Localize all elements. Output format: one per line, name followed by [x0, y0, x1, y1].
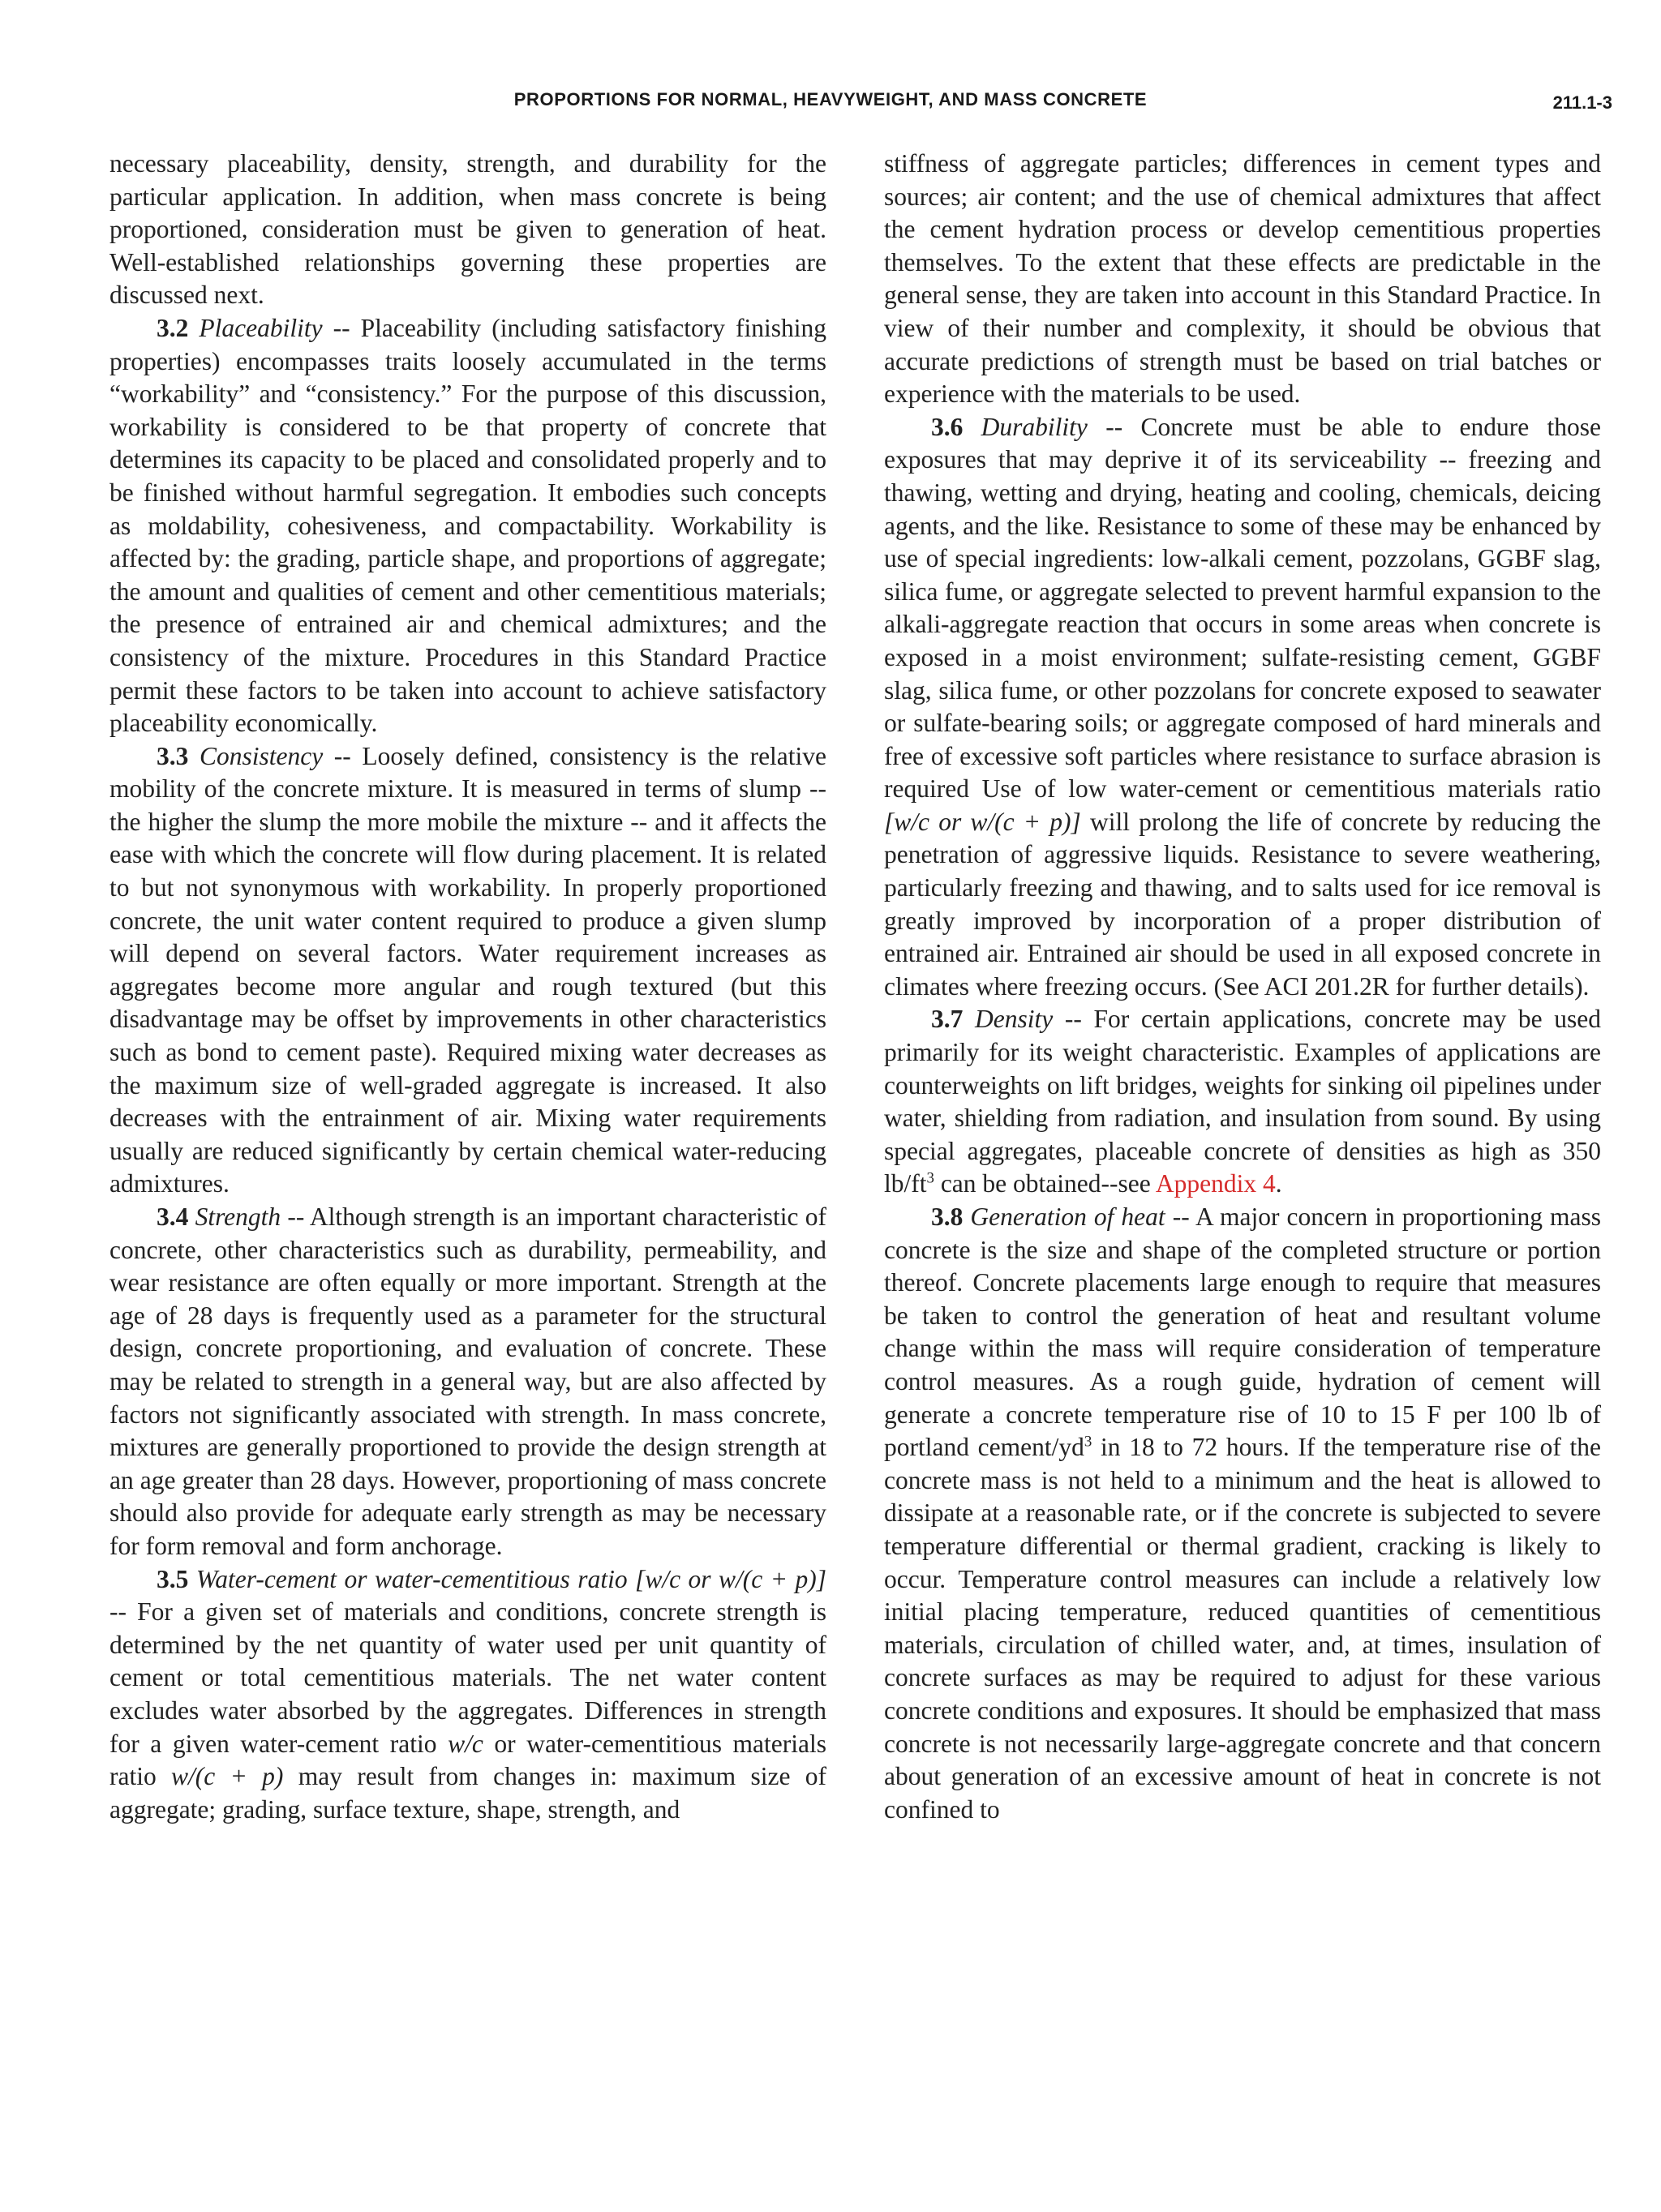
section-text: -- Concrete must be able to endure those exposures that may deprive it of its serviceability -- freezing and thawing, wetting and drying, heating and cooling, chemicals, deicing agents, and the like. Resistance to some of these may be enhanced by use of special ingredients: low-alkali cement, pozzolans, GGBF slag, silica fume, or aggregate selected to prevent harmful expansion to the alkali-aggregate reaction that occurs in some areas when concrete is exposed in a moist environment; sulfate-resisting cement, GGBF slag, silica fume, or other pozzolans for concrete exposed to seawater or sulfate-bearing soils; or aggregate composed of hard minerals and free of excessive soft particles where resistance to surface abrasion is required Use of low water-cement or cementitious materials ratio [884, 412, 1602, 804]
left-column [109, 148, 826, 1826]
section-title: Strength [195, 1202, 281, 1231]
section-3-3 [109, 740, 826, 1201]
section-number: 3.8 [931, 1202, 964, 1231]
section-number: 3.4 [157, 1202, 189, 1231]
section-3-8 [884, 1201, 1601, 1826]
superscript: 3 [1084, 1433, 1092, 1451]
page-number: 211.1-3 [1552, 92, 1612, 113]
section-text: will prolong the life of concrete by reducing the penetration of aggressive liquids. Resistance to severe weathering, particularly freezing and thawing, and to salts used for ice removal is greatly improved by incorporation of a proper distribution of entrained air. Entrained air should be used in all exposed concrete in climates where freezing occurs. (See ACI 201.2R for further details). [884, 807, 1602, 1001]
section-title: Placeability [199, 313, 323, 342]
ratio-symbol: w/(c + p) [171, 1762, 284, 1791]
section-title: Durability [981, 412, 1088, 441]
section-title: Generation of heat [970, 1202, 1165, 1231]
section-3-5 [109, 1563, 826, 1827]
section-number: 3.7 [931, 1005, 964, 1034]
section-3-2 [109, 312, 826, 740]
section-text: -- For a given set of materials and conditions, concrete strength is determined by the net quantity of water used per unit quantity of cement or total cementitious materials. The net water content excludes water absorbed by the aggregates. Differences in strength for a given water-cement ratio [109, 1597, 826, 1758]
section-text: -- Loosely defined, consistency is the relative mobility of the concrete mixture. It is measured in terms of slump -- the higher the slump the more mobile the mixture -- and it affects the ease with which the concrete will flow during placement. It is related to but not synonymous with workability. In properly proportioned concrete, the unit water content required to produce a given slump will depend on several factors. Water requirement increases as aggregates become more angular and rough textured (but this disadvantage may be offset by improvements in other characteristics such as bond to cement paste). Required mixing water decreases as the maximum size of well-graded aggregate is increased. It also decreases with the entrainment of air. Mixing water requirements usually are reduced significantly by certain chemical water-reducing admixtures. [109, 741, 827, 1198]
section-title: Density [975, 1005, 1054, 1034]
appendix-4-link[interactable]: Appendix 4 [1155, 1169, 1276, 1198]
right-column [884, 148, 1601, 1826]
section-number: 3.5 [157, 1564, 189, 1593]
section-text: can be obtained--see [940, 1169, 1151, 1198]
section-number: 3.6 [931, 412, 964, 441]
superscript: 3 [926, 1169, 934, 1187]
section-3-7 [884, 1003, 1601, 1201]
section-title: Water-cement or water-cementitious ratio [w/c or w/(c + p)] [195, 1564, 827, 1593]
section-title: Consistency [199, 741, 324, 770]
section-text: may result from changes in: maximum size of aggregate; grading, surface texture, shape, strength, and [109, 1762, 826, 1824]
continuation-paragraph: stiffness of aggregate particles; differences in cement types and sources; air content; and the use of chemical admixtures that affect the cement hydration process or develop cementitious properties themselves. To the extent that these effects are predictable in the general sense, they are taken into account in this Standard Practice. In view of their number and complexity, it should be obvious that accurate predictions of strength must be based on trial batches or experience with the materials to be used. [884, 149, 1601, 409]
section-text: -- A major concern in proportioning mass concrete is the size and shape of the completed structure or portion thereof. Concrete placements large enough to require that measures be taken to control the generation of heat and resultant volume change within the mass will require consideration of temperature control measures. As a rough guide, hydration of cement will generate a concrete temperature rise of 10 to 15 F per 100 lb of portland cement/yd [884, 1202, 1601, 1462]
section-text: -- For certain applications, concrete may be used primarily for its weight characteristic. Examples of applications are counterweights on lift bridges, weights for sinking oil pipelines under water, shielding from radiation, and insulation from sound. By using special aggregates, placeable concrete of densities as high as 350 lb/ft [884, 1005, 1602, 1198]
section-text: -- Although strength is an important characteristic of concrete, other characteristics such as durability, permeability, and wear resistance are often equally or more important. Strength at the age of 28 days is frequently used as a parameter for the structural design, concrete proportioning, and evaluation of concrete. These may be related to strength in a general way, but are also affected by factors not significantly associated with strength. In mass concrete, mixtures are generally proportioned to provide the design strength at an age greater than 28 days. However, proportioning of mass concrete should also provide for adequate early strength as may be necessary for form removal and form anchorage. [109, 1202, 826, 1560]
intro-paragraph: necessary placeability, density, strength, and durability for the particular application. In addition, when mass concrete is being proportioned, consideration must be given to generation of heat. Well-established relationships governing these properties are discussed next. [109, 149, 826, 310]
section-number: 3.3 [157, 741, 189, 770]
section-text: -- Placeability (including satisfactory finishing properties) encompasses traits loosely accumulated in the terms “workability” and “consistency.” For the purpose of this discussion, workability is considered to be that property of concrete that determines its capacity to be placed and consolidated properly and to be finished without harmful segregation. It embodies such concepts as moldability, cohesiveness, and compactability. Workability is affected by: the grading, particle shape, and proportions of aggregate; the amount and qualities of cement and other cementitious materials; the presence of entrained air and chemical admixtures; and the consistency of the mixture. Procedures in this Standard Practice permit these factors to be taken into account to achieve satisfactory placeability economically. [109, 313, 827, 738]
section-number: 3.2 [157, 313, 189, 342]
section-3-4 [109, 1201, 826, 1563]
section-3-6 [884, 411, 1601, 1004]
section-text: . [1275, 1169, 1282, 1198]
section-text: or water-cementitious materials ratio [109, 1729, 826, 1791]
running-header-title: PROPORTIONS FOR NORMAL, HEAVYWEIGHT, AND MASS CONCRETE [513, 89, 1148, 109]
ratio-symbol: [w/c or w/(c + p)] [884, 807, 1081, 836]
ratio-symbol: w/c [448, 1729, 483, 1758]
section-text: in 18 to 72 hours. If the temperature rise of the concrete mass is not held to a minimum and the heat is allowed to dissipate at a reasonable rate, or if the concrete is subjected to severe temperature differential or thermal gradient, cracking is likely to occur. Temperature control measures can include a relatively low initial placing temperature, reduced quantities of cementitious materials, circulation of chilled water, and, at times, insulation of concrete surfaces as may be required to adjust for these various concrete conditions and exposures. It should be emphasized that mass concrete is not necessarily large-aggregate concrete and that concern about generation of an excessive amount of heat in concrete is not confined to [884, 1433, 1601, 1824]
